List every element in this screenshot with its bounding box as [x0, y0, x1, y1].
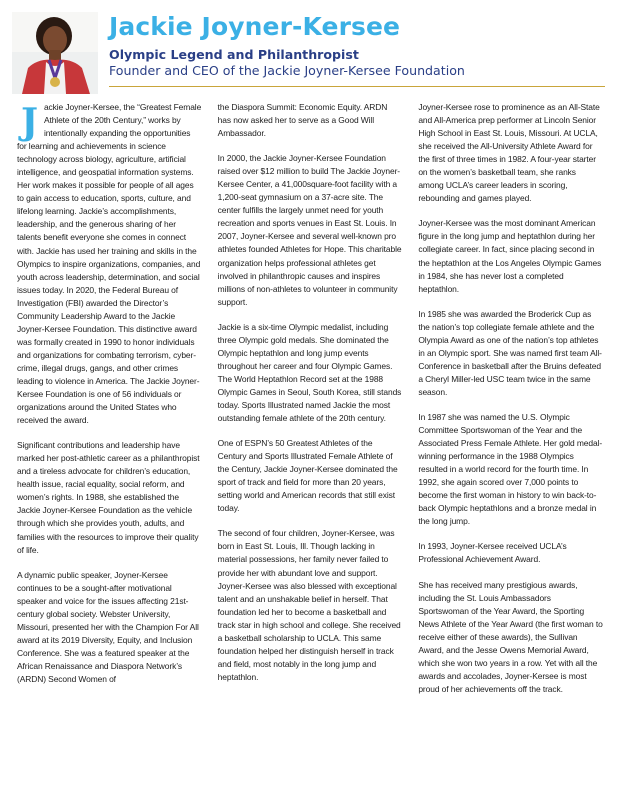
paragraph: Jackie is a six-time Olympic medalist, including three Olympic gold medals. She dominated the Olympic heptathlon and long jump events throughout her career and four Olympic Games. The World Heptathlon Record set at the 1988 Olympic Games in Seoul, South Korea, still stands today. Sports Illustrated named Jackie the most outstanding female athlete of the 20th century.	[217, 321, 402, 424]
portrait-image-icon	[12, 12, 98, 94]
paragraph: Joyner-Kersee was the most dominant American figure in the long jump and heptathlon during her collegiate career. In fact, since placing second in the heptathlon at the Los Angeles Olympic Games in 1984, she has never lost a completed heptathlon.	[418, 218, 602, 294]
paragraph: the Diaspora Summit: Economic Equity. ARDN has now asked her to serve as a Good Will Ambassador.	[217, 102, 388, 139]
column-1	[17, 101, 202, 801]
paragraph: In 1993, Joyner-Kersee received UCLA’s Professional Achievement Award.	[418, 541, 567, 565]
paragraph: The second of four children, Joyner-Kersee, was born in East St. Louis, Ill. Though lacking in material possessions, her family never failed to provide her with abundant love and support. Joyner-Kersee was also blessed with exceptional talent and an unshakable belief in herself. That foundation led her to become a basketball and track star in high school and college. She received a basketball scholarship to UCLA. This same foundation helped her distinguish herself in track and field, most notably in the long jump and heptathlon.	[217, 528, 401, 682]
founder-line: Founder and CEO of the Jackie Joyner-Kersee Foundation	[109, 63, 465, 78]
header-divider	[109, 86, 605, 87]
paragraph: Joyner-Kersee rose to prominence as an All-State and All-America prep performer at Lincoln Senior High School in East St. Louis, Missouri. At UCLA, she received the All-University Athlete Award for the first of three times in 1982. A four-year starter on the women’s basketball team, she ranks among UCLA’s career leaders in scoring, rebounding and games played.	[418, 102, 600, 204]
paragraph	[17, 101, 202, 427]
page-title: Jackie Joyner-Kersee	[109, 12, 401, 41]
portrait-photo	[12, 12, 98, 94]
drop-cap: J	[21, 101, 38, 143]
paragraph: One of ESPN’s 50 Greatest Athletes of the Century and Sports Illustrated Female Athlete of the Century, Jackie Joyner-Kersee dominated the sport of track and field for more than 20 years, setting world and American records that still exist today.	[217, 438, 398, 514]
paragraph-text: ackie Joyner-Kersee, the “Greatest Female Athlete of the 20th Century,” works by intentionally expanding the opportunities for learning and achievements in science technology across biology, agriculture, artificial intelligence, and geospatial information systems. Her work makes it possible for people of all ages to gain access to education, sports, culture, and lifelong learning. Jackie’s accomplishments, leadership, and the generous sharing of her talents benefit everyone she comes in connect with. Jackie has used her training and skills in the Olympics to inspire organizations, companies, and youth across leadership, determination, and social issues today. In 2020, the Federal Bureau of Investigation (FBI) awarded the Director’s Community Leadership Award to the Jackie Joyner-Kersee Foundation. This distinctive award was formally created in 1990 to honor individuals and organizations for combating terrorism, cyber-crime, illegal drugs, gangs, and other crimes leading to violence in America. The Jackie Joyner-Kersee Foundation is one of 56 individuals or organizations around the United States who received the award.	[17, 102, 202, 426]
body-columns	[17, 101, 603, 801]
paragraph: In 1987 she was named the U.S. Olympic Committee Sportswoman of the Year and the Associated Press Female Athlete. Her gold medal-winning performance in the 1988 Olympics resulted in a world record for the fourth time. In 1992, she again scored over 7,000 points to become the first woman in history to win back-to-back Olympic heptathlons and a bronze medal in the long jump.	[418, 411, 603, 527]
paragraph: In 2000, the Jackie Joyner-Kersee Foundation raised over $12 million to build The Jackie Joyner-Kersee Center, a 41,000square-foot facility with a 1,200-seat gymnasium on a 37-acre site. The center fulfills the largely unmet need for youth recreation and sports venues in East St. Louis. In 2007, Joyner-Kersee and several well-known pro athletes founded Athletes for Hope. This charitable organization helps professional athletes get involved in philanthropic causes and inspires millions of non-athletes to volunteer in community support.	[217, 153, 402, 307]
paragraph: A dynamic public speaker, Joyner-Kersee continues to be a sought-after motivational speaker and voice for the issues affecting 21st-century global society. Webster University, Missouri, presented her with the Champion For All award at its 2019 Diversity, Equity, and Inclusion Conference. She was a featured speaker at the African Renaissance and Diaspora Network’s (ARDN) Second Women of	[17, 569, 199, 684]
column-3	[418, 101, 603, 801]
paragraph: In 1985 she was awarded the Broderick Cup as the nation’s top collegiate female athlete and the Olympia Award as one of the nation’s top athletes in an Olympic sport. She was named first team All-Conference in basketball after the Bruins defeated a Cheryl Miller-led USC team twice in the same season.	[418, 308, 602, 397]
paragraph: She has received many prestigious awards, including the St. Louis Ambassadors Sportswoman of the Year Award, the Sporting News Athlete of the Year Award (the first woman to receive either of these awards), the Sullivan Award, and the Jesse Owens Memorial Award, which she won two years in a row. Yet with all the awards and accolades, Joyner-Kersee is most proud of her achievements off the track.	[418, 579, 603, 694]
column-2	[218, 101, 403, 801]
subtitle: Olympic Legend and Philanthropist	[109, 47, 359, 62]
paragraph: Significant contributions and leadership have marked her post-athletic career as a philanthropist and a tireless advocate for children’s education, health issue, racial equality, social reform, and women’s rights. In 1988, she established the Jackie Joyner-Kersee Foundation as the vehicle through which she provides youth, adults, and families with the resources to improve their quality of life.	[17, 440, 200, 555]
page-header	[0, 0, 621, 100]
